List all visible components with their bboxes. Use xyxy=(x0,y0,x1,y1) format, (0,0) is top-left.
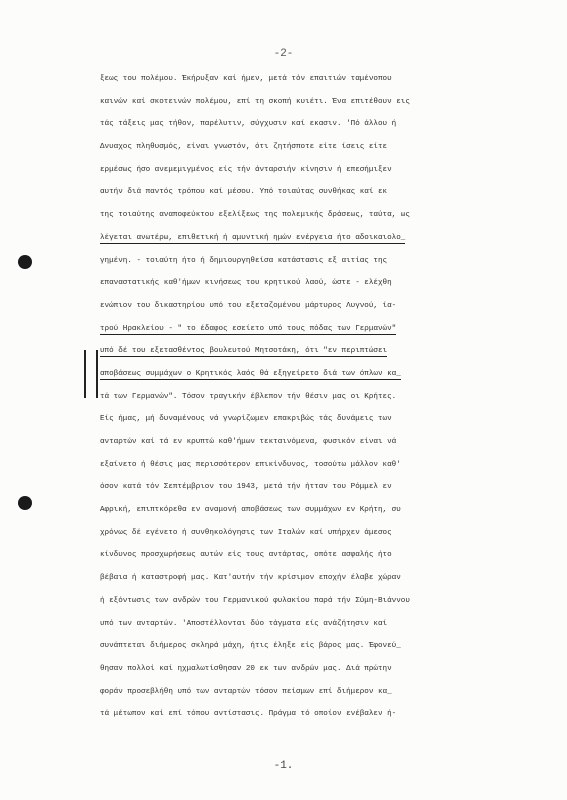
text-line: χρόνως δέ εγένετο ή συνθηκολόγησις των Ιταλών καί υπήρχεν άμεσος xyxy=(100,528,392,537)
text-line: εξαίνετο ή θέσις μας περισσότερον επικίνδυνος, τοσούτω μάλλον καθ' xyxy=(100,460,401,469)
text-line: ανταρτών καί τά εν κρυπτώ καθ'ήμων τεκταινόμενα, φυσικόν είναι νά xyxy=(100,438,397,446)
underlined-text: τρού Ηρακλείου - " το έδαφος εσείετο υπό τους πόδας των Γερμανών" xyxy=(100,324,397,333)
text-line: ερμέσως ήσο ανεμεμιγμένος είς τήν άνταρσιήν κίνησιν ή επεσήμιξεν xyxy=(100,165,392,174)
text-line xyxy=(100,318,552,341)
text-line xyxy=(100,227,552,250)
text-line: όσον κατά τόν Σεπτέμβριον του 1943, μετά τήν ήτταν του Ρόμμελ εν xyxy=(100,483,392,492)
text-line: τάς τάξεις μας τήθον, παρέλυτιν, σύγχυσιν καί εκασιν. 'Πό άλλου ή xyxy=(100,120,397,129)
text-line: θησαν πολλοί καί ηχμαλωτίσθησαν 20 εκ των ανδρών μας. Διά πρώτην xyxy=(100,664,392,673)
margin-bracket-icon xyxy=(84,350,98,398)
text-line: τά μέτωπον καί επί τόπου αντίστασις. Πράγμα τό οποίον ενέβαλεν ή- xyxy=(100,710,397,719)
binder-hole-icon xyxy=(18,496,32,510)
text-line: κίνδυνος προσχωρήσεως αυτών είς τους αντάρτας, οπότε ασφαλής ήτο xyxy=(100,551,392,560)
text-line: συνάπτεται διήμερος σκληρά μάχη, ήτις έληξε είς βάρος μας. Έφονεύ_ xyxy=(100,642,401,651)
text-line: ή εξόντωσις των ανδρών του Γερμανικού φυλακίου παρά τήν Σύμη-Βιάννου xyxy=(100,596,410,605)
text-line: φοράν προσεβλήθη υπό των ανταρτών τόσον πείσμων επί διήμερον κα_ xyxy=(100,687,392,696)
binder-hole-icon xyxy=(18,255,32,269)
text-line: επαναστατικής καθ'ήμων κινήσεως του κρητικού λαού, ώστε - ελέχθη xyxy=(100,279,392,288)
underlined-text: υπό δέ του εξετασθέντος βουλευτού Μητσοτάκη, ότι "εν περιπτώσει xyxy=(100,347,388,356)
text-line: ξεως του πολέμου. Έκήρυξαν καί ήμεν, μετά τόν επαιτιών ταμένοπου xyxy=(100,75,392,83)
underlined-text: λέγεται ανωτέρω, επιθετική ή αμυντική ημών ενέργεια ήτο αδοικαιολο_ xyxy=(100,233,406,242)
page-number: -2- xyxy=(273,48,294,60)
page-footer: -1. xyxy=(273,760,294,772)
text-line: Αφρική, επιπτκόρεθα εν αναμονή αποβάσεως των συμμάχων εν Κρήτη, συ xyxy=(100,506,401,515)
text-line: Δνυαχος πληθυσμός, είναι γνωστόν, ότι ζητήσποτε είτε ίσεις είτε xyxy=(100,143,388,152)
text-line: τά των Γερμανών". Τόσον τραγικήν έβλεπον τήν θέσιν μας οι Κρήτες. xyxy=(100,392,397,401)
text-line: γημένη. - τοιαύτη ήτο ή δημιουργηθείσα κατάστασις εξ αιτίας της xyxy=(100,256,388,265)
text-line: βέβαια ή καταστροφή μας. Κατ'αυτήν τήν κρίσιμον εποχήν έλαβε χώραν xyxy=(100,574,401,583)
text-line xyxy=(100,340,552,363)
text-line: καινών καί σκοτεινών πολέμου, επί τη σκοπή κυιέτι. Ένα επιτέθουν εις xyxy=(100,97,410,106)
body-text xyxy=(100,68,552,726)
text-line: Είς ήμας, μή δυναμένους νά γνωρίζωμεν επακριβώς τάς δυνάμεις των xyxy=(100,415,392,424)
underlined-text: αποβάσεως συμμάχων ο Κρητικός λαός θά εξηγείρετο διά των όπλων κα_ xyxy=(100,369,401,378)
text-line: ενώπιον του δικαστηρίου υπό του εξεταζομένου μάρτυρος Λυγνού, ία- xyxy=(100,301,397,310)
text-line: της τοιαύτης αναποφεύκτου εξελίξεως της πολεμικής δράσεως, ταύτα, ως xyxy=(100,211,410,220)
text-line: υπό των ανταρτών. 'Αποστέλλονται δύο τάγματα είς ανάζήτησιν καί xyxy=(100,619,388,628)
text-line xyxy=(100,363,552,386)
text-line: αυτήν διά παντός τρόπου καί μέσου. Υπό τοιαύτας συνθήκας καί εκ xyxy=(100,188,388,197)
